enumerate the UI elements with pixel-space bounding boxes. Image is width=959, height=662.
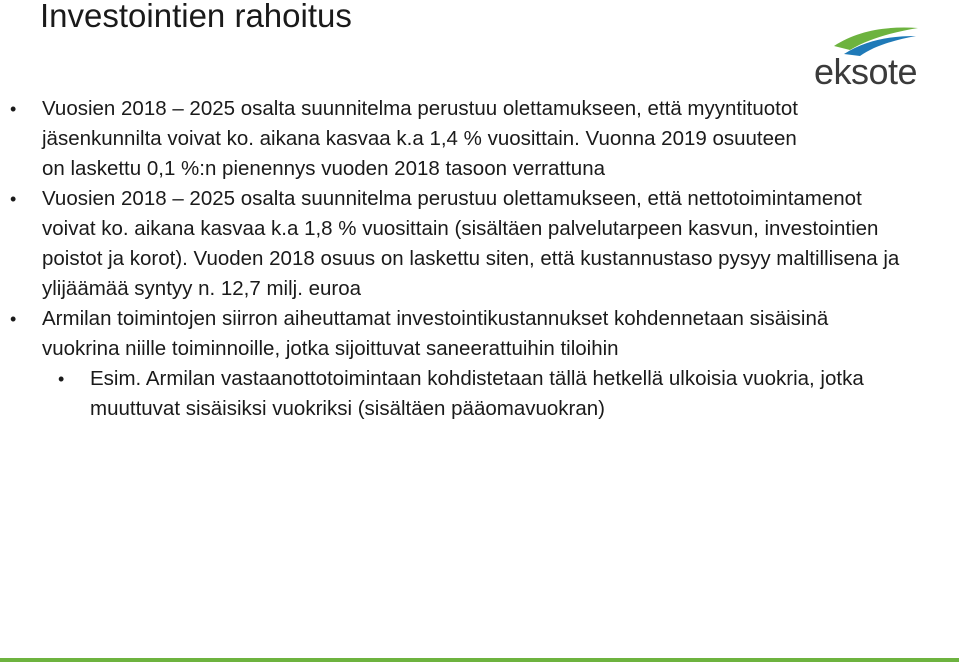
bullet-text: Armilan toimintojen siirron aiheuttamat investointikustannukset kohdennetaan sisäisinä vuokrina niille toiminnoille, jotka sijoittuvat saneerattuihin tiloihin <box>42 307 829 360</box>
bullet-icon: • <box>58 369 65 389</box>
bullet-item <box>0 304 902 364</box>
bullet-item <box>0 184 902 304</box>
bullet-icon: • <box>10 309 17 329</box>
footer-accent-line <box>0 658 959 662</box>
slide-content <box>0 94 959 424</box>
bullet-text: Vuosien 2018 – 2025 osalta suunnitelma perustuu olettamukseen, että myyntituotot jäsenkunnilta voivat ko. aikana kasvaa k.a 1,4 % vuosittain. Vuonna 2019 osuuteen on laskettu 0,1 %:n pienennys vuoden 2018 tasoon verrattuna <box>42 97 798 180</box>
sub-bullet-item <box>0 364 910 424</box>
bullet-icon: • <box>10 189 17 209</box>
logo-wordmark: eksote <box>814 51 918 92</box>
bullet-text: Vuosien 2018 – 2025 osalta suunnitelma perustuu olettamukseen, että nettotoimintamenot voivat ko. aikana kasvaa k.a 1,8 % vuosittain (sisältäen palvelutarpeen kasvun, investointien poistot ja korot). Vuoden 2018 osuus on laskettu siten, että kustannustaso pysyy maltillisena ja ylijäämää syntyy n. 12,7 milj. euroa <box>42 187 900 300</box>
eksote-logo <box>812 24 924 96</box>
bullet-text: Esim. Armilan vastaanottotoimintaan kohdistetaan tällä hetkellä ulkoisia vuokria, jotka muuttuvat sisäisiksi vuokriksi (sisältäen pääomavuokran) <box>90 367 864 420</box>
slide-title: Investointien rahoitus <box>40 0 352 34</box>
bullet-list <box>0 94 959 424</box>
bullet-icon: • <box>10 99 17 119</box>
bullet-item <box>0 94 802 184</box>
